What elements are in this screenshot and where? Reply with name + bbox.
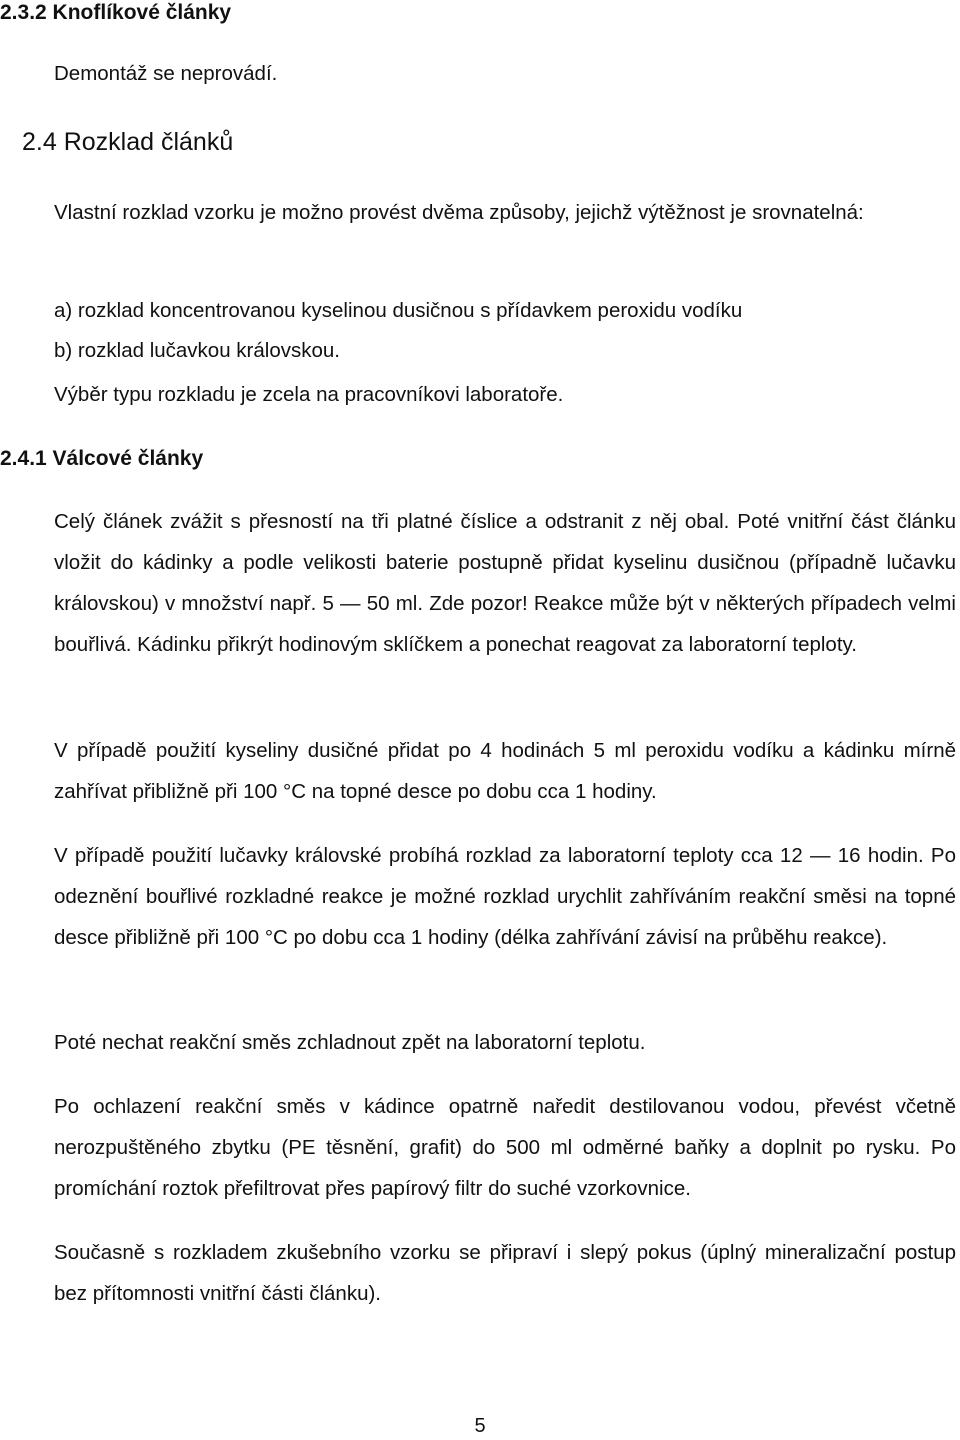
paragraph-6: Současně s rozkladem zkušebního vzorku se připraví i slepý pokus (úplný mineralizační postup bez přítomnosti vnitřní části článku).	[54, 1241, 956, 1305]
paragraph-1: Celý článek zvážit s přesností na tři platné číslice a odstranit z něj obal. Poté vnitřní část článku vložit do kádinky a podle velikosti baterie postupně přidat kyselinu dusičnou (případně lučavku královskou) v množství např. 5 — 50 ml. Zde pozor! Reakce může být v některých případech velmi bouřlivá. Kádinku přikrýt hodinovým sklíčkem a ponechat reagovat za laboratorní teploty.	[54, 510, 956, 656]
paragraph-intro: Vlastní rozklad vzorku je možno provést dvěma způsoby, jejichž výtěžnost je srovnatelná:	[54, 201, 864, 224]
paragraph-4: Poté nechat reakční směs zchladnout zpět na laboratorní teplotu.	[54, 1031, 646, 1054]
text-demontaz: Demontáž se neprovádí.	[54, 62, 278, 85]
paragraph-choice: Výběr typu rozkladu je zcela na pracovníkovi laboratoře.	[54, 383, 564, 406]
paragraph-2: V případě použití kyseliny dusičné přidat po 4 hodinách 5 ml peroxidu vodíku a kádinku mírně zahřívat přibližně při 100 °C na topné desce po dobu cca 1 hodiny.	[54, 739, 956, 803]
paragraph-5: Po ochlazení reakční směs v kádince opatrně naředit destilovanou vodou, převést včetně nerozpuštěného zbytku (PE těsnění, grafit) do 500 ml odměrné baňky a doplnit po rysku. Po promíchání roztok přefiltrovat přes papírový filtr do suché vzorkovnice.	[54, 1095, 956, 1200]
paragraph-3: V případě použití lučavky královské probíhá rozklad za laboratorní teploty cca 12 — 16 hodin. Po odeznění bouřlivé rozkladné reakce je možné rozklad urychlit zahříváním reakční směsi na topné desce přibližně při 100 °C po dobu cca 1 hodiny (délka zahřívání závisí na průběhu reakce).	[54, 844, 956, 949]
page-number: 5	[474, 1415, 486, 1437]
option-a: a) rozklad koncentrovanou kyselinou dusičnou s přídavkem peroxidu vodíku	[54, 299, 743, 322]
option-b: b) rozklad lučavkou královskou.	[54, 339, 340, 362]
heading-2-4: 2.4 Rozklad článků	[22, 128, 234, 156]
heading-2-4-1: 2.4.1 Válcové články	[0, 447, 204, 470]
heading-2-3-2: 2.3.2 Knoflíkové články	[0, 1, 232, 24]
